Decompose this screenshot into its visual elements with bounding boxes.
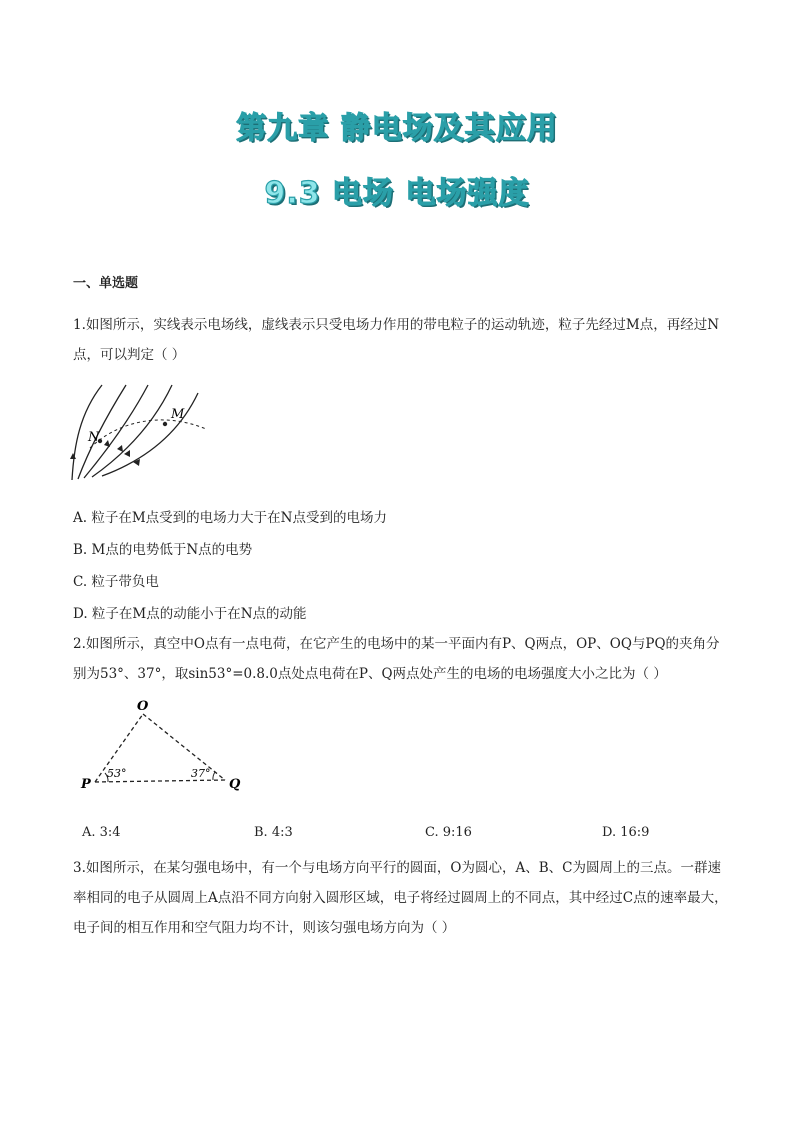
label-p: P: [81, 777, 91, 792]
label-q: Q: [229, 777, 241, 792]
label-angle-p: 53°: [107, 767, 127, 780]
arrow-2: [104, 440, 110, 447]
point-m: [163, 422, 167, 426]
segment-pq: [95, 780, 225, 782]
segment-oq: [143, 714, 225, 780]
field-line-4: [92, 385, 172, 477]
q2-stem: 2.如图所示，真空中O点有一点电荷，在它产生的电场中的某一平面内有P、Q两点，OP、OQ与PQ的夹角分别为53°、37°，取sin53°=0.8.0点处点电荷在P、Q两点处产生的电场的电场强度大小之比为（ ）: [73, 636, 720, 682]
lesson-title: 9.3 电场 电场强度: [264, 176, 530, 211]
q1-option-d[interactable]: D. 粒子在M点的动能小于在N点的动能: [73, 606, 307, 622]
q1-stem: 1.如图所示，实线表示电场线，虚线表示只受电场力作用的带电粒子的运动轨迹，粒子先经过M点，再经过N点，可以判定（ ）: [73, 317, 720, 363]
q1-option-b[interactable]: B. M点的电势低于N点的电势: [73, 542, 253, 558]
label-o: O: [137, 699, 149, 714]
field-line-5: [102, 393, 198, 476]
q1-option-a[interactable]: A. 粒子在M点受到的电场力大于在N点受到的电场力: [73, 510, 387, 526]
chapter-title: 第九章 静电场及其应用: [236, 111, 558, 146]
q2-choice-a[interactable]: A. 3:4: [82, 825, 121, 840]
q3-stem: 3.如图所示，在某匀强电场中，有一个与电场方向平行的圆面，O为圆心，A、B、C为圆周上的三点。一群速率相同的电子从圆周上A点沿不同方向射入圆形区域，电子将经过圆周上的不同点，其中经过C点的速率最大，电子间的相互作用和空气阻力均不计，则该匀强电场方向为（ ）: [73, 860, 728, 936]
q1-option-c[interactable]: C. 粒子带负电: [73, 574, 159, 590]
q2-choice-b[interactable]: B. 4:3: [254, 825, 293, 840]
label-n: N: [88, 430, 100, 445]
section-title: 一、单选题: [73, 276, 139, 291]
q2-triangle-figure: [75, 698, 250, 798]
label-angle-q: 37°: [191, 767, 211, 780]
arrow-4: [124, 450, 130, 457]
angle-arc-q: [213, 772, 215, 780]
label-m: M: [171, 407, 185, 422]
q2-choice-d[interactable]: D. 16:9: [602, 825, 650, 840]
arrow-3: [117, 445, 123, 452]
q2-choice-c[interactable]: C. 9:16: [425, 825, 472, 840]
q1-field-line-figure: [68, 383, 218, 483]
